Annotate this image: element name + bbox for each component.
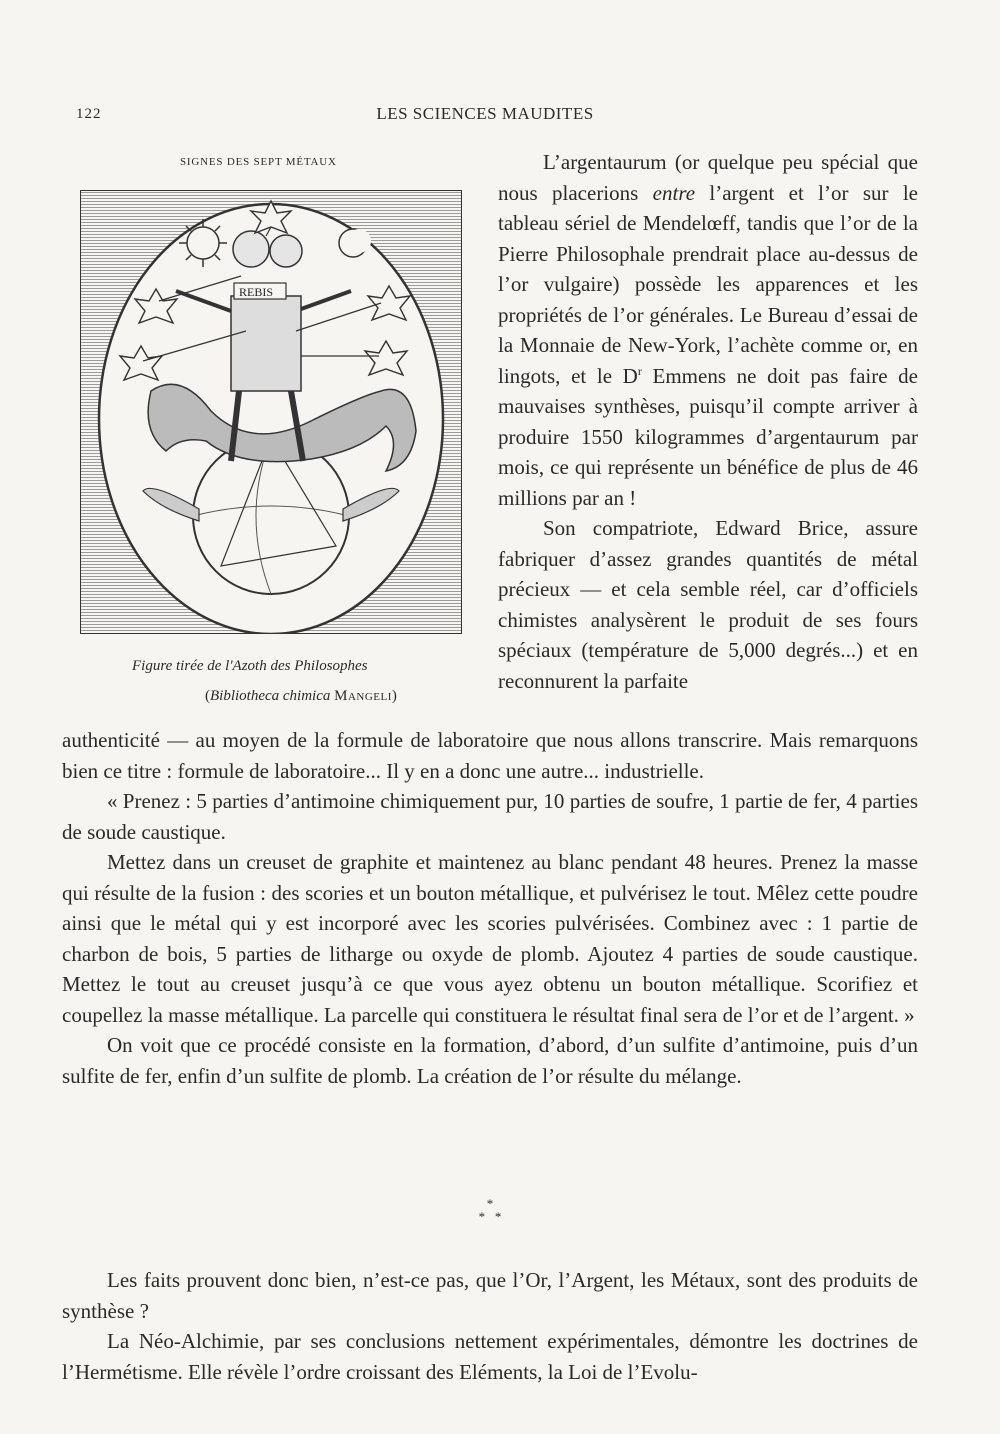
- paragraph-mettez: Mettez dans un creuset de graphite et maintenez au blanc pendant 48 heures. Prenez la masse qui résulte de la fusion : des scories et un bouton métallique, et pulvérisez le tout. Mêlez cette poudre ainsi que le métal qui y est incorporé avec les scories pulvérisées. Combinez avec : 1 partie de charbon de bois, 5 parties de litharge ou oxyde de plomb. Ajoutez 4 parties de soude caustique. Mettez le tout au creuset jusqu’à ce que vous ayez obtenu un bouton métallique. Scorifiez et coupellez la masse métallique. La parcelle qui constituera le résultat final sera de l’or et de l’argent. »: [62, 850, 918, 1027]
- superscript: r: [637, 363, 642, 378]
- rebis-illustration: [81, 191, 461, 633]
- section-separator: [0, 1197, 980, 1223]
- paragraph-brice: Son compatriote, Edward Brice, assure fabriquer d’assez grandes quantités de métal précieux — et cela semble réel, car d’officiels chimistes analysèrent le produit de ses fours spéciaux (température de 5,000 degrés...) et en reconnurent la parfaite: [498, 516, 918, 693]
- figure-caption-source: Figure tirée de l'Azoth des Philosophes: [132, 658, 368, 674]
- caption-author: Mangeli: [334, 688, 392, 704]
- figure-title: SIGNES DES SEPT MÉTAUX: [180, 156, 337, 168]
- main-text: [62, 725, 918, 1091]
- separator-star-top: *: [486, 1196, 494, 1211]
- caption-book-title: Bibliotheca chimica: [210, 688, 331, 704]
- paragraph-procede: On voit que ce procédé consiste en la formation, d’abord, d’un sulfite d’antimoine, puis d’un sulfite de fer, enfin d’un sulfite de plomb. La création de l’or résulte du mélange.: [62, 1033, 918, 1088]
- caption-close-paren: ): [391, 688, 397, 704]
- running-title: LES SCIENCES MAUDITES: [376, 104, 594, 123]
- paragraph-prenez: « Prenez : 5 parties d’antimoine chimiquement pur, 10 parties de soufre, 1 partie de fer, 4 parties de soude caustique.: [62, 789, 918, 844]
- paragraph-argentaurum: [498, 147, 918, 513]
- page-number: 122: [76, 106, 102, 122]
- paragraph-text: l’argent et l’or sur le tableau sériel de Mendelœff, tandis que l’or de la Pierre Philosophale prendrait place au-dessus de l’or vulgaire) possède les apparences et les propriétés de l’or générales. Le Bureau d’essai de la Monnaie de New-York, l’achète comme or, en lingots, et le D: [498, 180, 918, 388]
- paragraph-text: Emmens ne doit pas faire de mauvaises synthèses, puisqu’il compte arriver à produire 1550 kilogrammes d’argentaurum par mois, ce qui représente un bénéfice de plus de 46 millions par an !: [498, 363, 919, 510]
- alchemical-engraving: [80, 190, 462, 634]
- paragraph-faits: Les faits prouvent donc bien, n’est-ce pas, que l’Or, l’Argent, les Métaux, sont des produits de synthèse ?: [62, 1268, 918, 1323]
- rebis-label: REBIS: [239, 285, 274, 299]
- figure-caption-reference: [205, 688, 397, 705]
- emphasis-word: entre: [652, 180, 696, 205]
- paragraph-neo-alchimie: La Néo-Alchimie, par ses conclusions nettement expérimentales, démontre les doctrines de l’Hermétisme. Elle révèle l’ordre croissant des Eléments, la Loi de l’Evolu-: [62, 1329, 918, 1384]
- column-text: [498, 147, 918, 696]
- paragraph-authenticite: authenticité — au moyen de la formule de laboratoire que nous allons transcrire. Mais remarquons bien ce titre : formule de laboratoire... Il y en a donc une autre... industrielle.: [62, 728, 918, 783]
- caption-open-paren: (: [205, 688, 210, 704]
- separator-stars-bottom: * *: [478, 1209, 502, 1224]
- paragraph-text: L’argentaurum (or quelque peu spécial que nous placerions: [498, 150, 918, 205]
- closing-text: [62, 1265, 918, 1387]
